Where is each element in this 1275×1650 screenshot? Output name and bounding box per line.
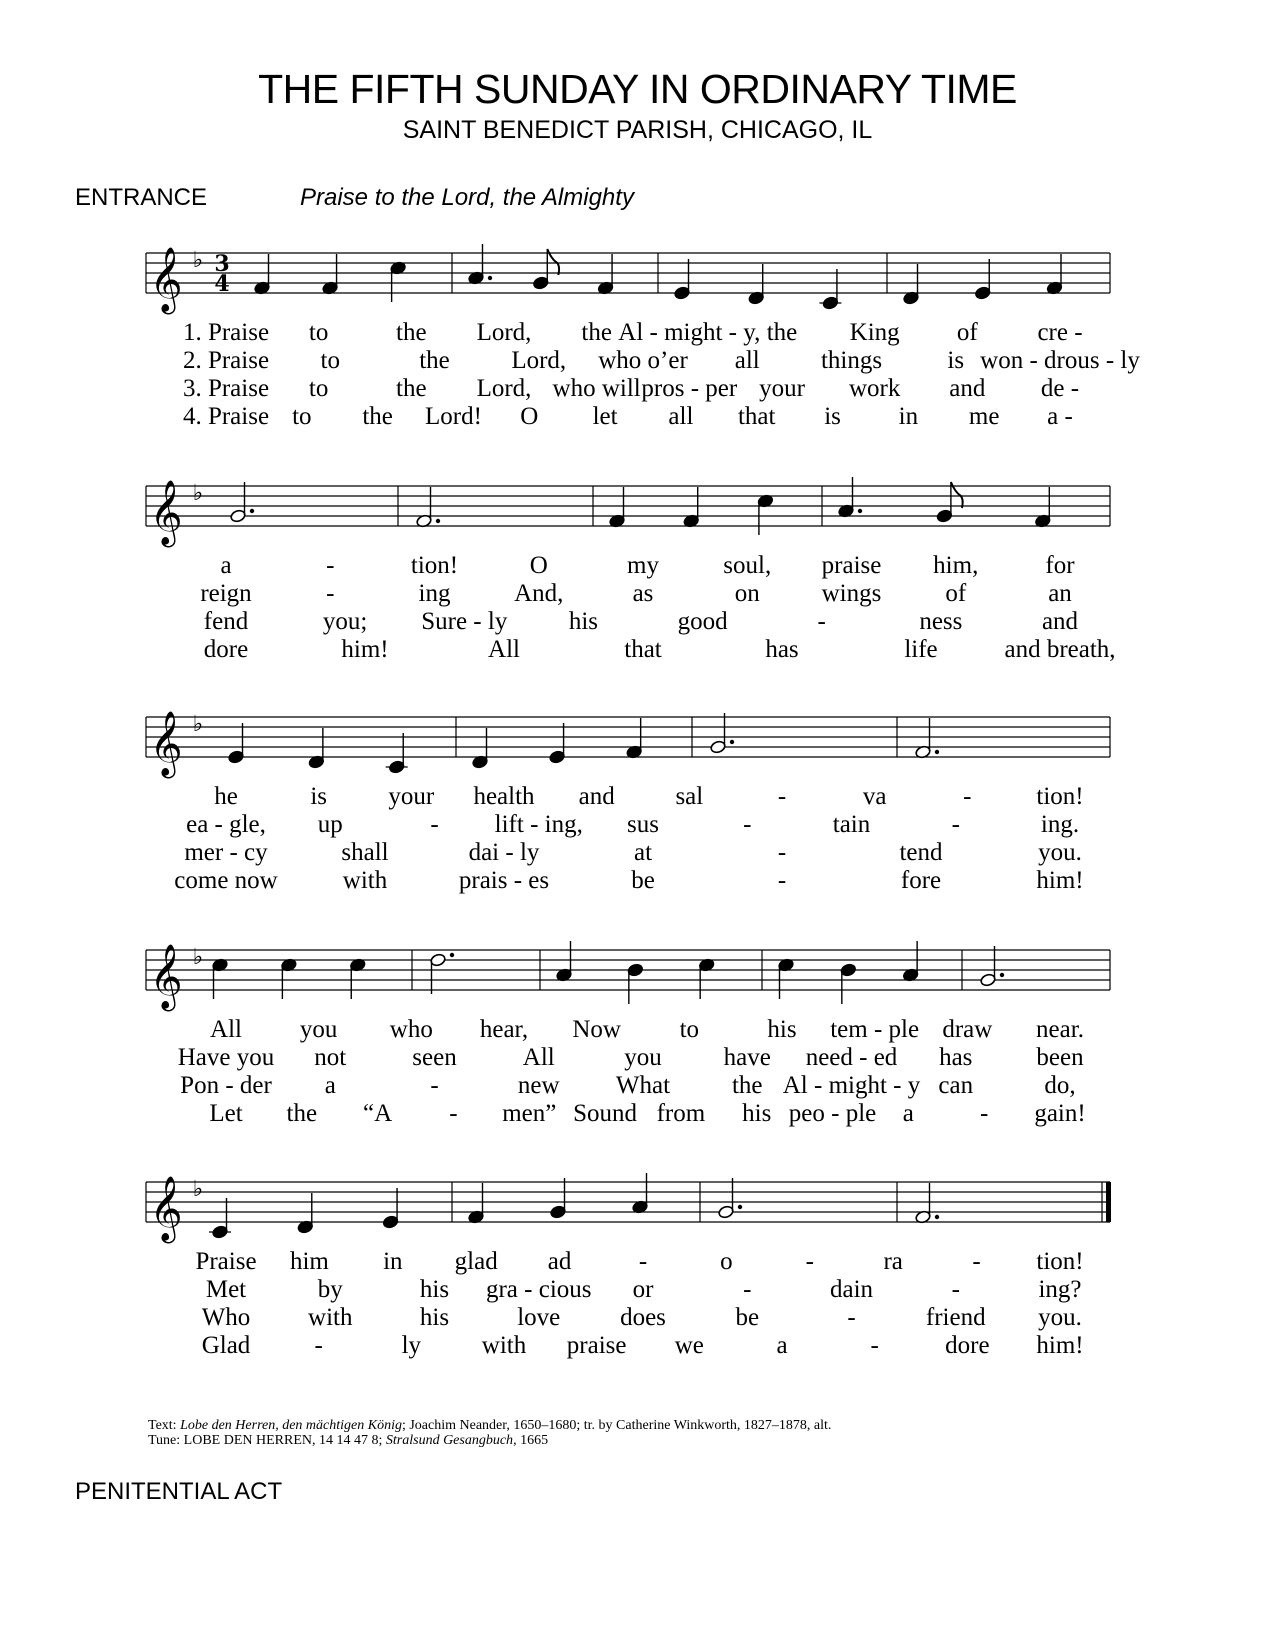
lyric-syllable: Who <box>201 1304 251 1331</box>
lyric-syllable: your <box>388 783 435 810</box>
lyric-syllable: tend <box>899 839 943 866</box>
lyric-syllable: has <box>939 1044 973 1071</box>
lyric-syllable: tion! <box>1036 783 1084 810</box>
lyric-syllable: - <box>314 1332 323 1359</box>
verse-line <box>0 1044 1275 1072</box>
lyric-syllable: and <box>578 783 615 810</box>
augmentation-dot <box>488 276 492 280</box>
tune-credit: Tune: LOBE DEN HERREN, 14 14 47 8; Stralsund Gesangbuch, 1665 <box>148 1433 549 1448</box>
lyric-syllable: and <box>1041 608 1079 635</box>
lyric-syllable: gra - cious <box>485 1276 592 1303</box>
treble-clef-icon: 𝄞 <box>149 480 183 545</box>
lyric-syllable: that <box>737 403 776 430</box>
lyric-syllable: O <box>529 552 548 579</box>
lyric-syllable: who o’er <box>598 347 688 374</box>
verse-line <box>0 1304 1275 1332</box>
lyric-syllable: - <box>743 811 752 838</box>
lyric-syllable: with <box>481 1332 527 1359</box>
lyric-syllable: you <box>624 1044 662 1071</box>
flat-icon: ♭ <box>192 481 204 506</box>
lyric-syllable: - <box>980 1100 989 1127</box>
lyric-syllable: sal <box>675 783 704 810</box>
lyric-syllable: 3. Praise <box>182 375 270 402</box>
lyric-syllable: hear, <box>479 1016 529 1043</box>
augmentation-dot <box>250 509 254 513</box>
lyric-syllable: shall <box>341 839 389 866</box>
lyric-syllable: ness <box>919 608 963 635</box>
lyric-syllable: Lord! <box>424 403 482 430</box>
lyric-syllable: glad <box>454 1248 498 1275</box>
lyric-syllable: mer - cy <box>184 839 268 866</box>
lyric-syllable: Lord, <box>511 347 567 374</box>
augmentation-dot <box>450 953 454 957</box>
lyric-syllable: tion! <box>410 552 459 579</box>
lyric-syllable: is <box>947 347 965 374</box>
lyric-syllable: who will <box>552 375 641 402</box>
lyric-syllable: does <box>620 1304 666 1331</box>
text-credit: Text: Lobe den Herren, den mächtigen König; Joachim Neander, 1650–1680; tr. by Catherine Winkworth, 1827–1878, alt. <box>148 1418 832 1433</box>
lyric-syllable: need - ed <box>805 1044 898 1071</box>
lyric-syllable: good <box>677 608 728 635</box>
lyric-syllable: tion! <box>1036 1248 1084 1275</box>
lyric-syllable: ea - gle, <box>186 811 266 838</box>
lyric-syllable: Al - might - y, <box>618 319 761 346</box>
lyric-syllable: is <box>310 783 327 810</box>
lyric-syllable: or <box>632 1276 654 1303</box>
lyric-syllable: Sound <box>573 1100 638 1127</box>
lyric-syllable: with <box>342 867 388 894</box>
lyric-syllable: gain! <box>1034 1100 1086 1127</box>
lyric-syllable: pros - per <box>641 375 738 402</box>
lyric-syllable: him! <box>1036 1332 1084 1359</box>
treble-clef-icon: 𝄞 <box>149 247 183 312</box>
lyric-syllable: Now <box>572 1016 621 1043</box>
lyric-syllable: be <box>735 1304 760 1331</box>
lyric-syllable: as <box>632 580 654 607</box>
lyric-syllable: all <box>668 403 694 430</box>
lyric-syllable: in <box>383 1248 403 1275</box>
lyric-syllable: not <box>314 1044 347 1071</box>
verse-line <box>0 811 1275 839</box>
lyric-syllable: his <box>742 1100 772 1127</box>
augmentation-dot <box>730 740 734 744</box>
lyric-syllable: - <box>777 839 787 866</box>
lyric-syllable: sus <box>627 811 659 838</box>
lyric-syllable: prais - es <box>458 867 550 894</box>
lyric-syllable: him, <box>933 552 979 579</box>
lyric-syllable: by <box>317 1276 343 1303</box>
lyric-syllable: a - <box>1047 403 1073 430</box>
lyric-syllable: have <box>723 1044 771 1071</box>
lyric-syllable: 4. Praise <box>182 403 270 430</box>
lyric-syllable: the <box>396 375 427 402</box>
lyric-syllable: Praise <box>195 1248 257 1275</box>
lyric-syllable: at <box>633 839 653 866</box>
verse-line <box>0 375 1275 403</box>
lyric-syllable: the <box>396 319 427 346</box>
lyric-syllable: near. <box>1036 1016 1084 1043</box>
lyric-syllable: ing? <box>1038 1276 1082 1303</box>
lyric-syllable: - <box>870 1332 879 1359</box>
lyric-syllable: 2. Praise <box>182 347 270 374</box>
lyric-syllable: va <box>862 783 887 810</box>
verse-line <box>0 1016 1275 1044</box>
verse-line <box>0 1100 1275 1128</box>
treble-clef-icon: 𝄞 <box>149 711 183 776</box>
lyric-syllable: Let <box>209 1100 243 1127</box>
flat-icon: ♭ <box>192 1177 204 1202</box>
lyric-syllable: Pon - der <box>180 1072 272 1099</box>
lyric-syllable: - <box>963 783 972 810</box>
lyric-syllable: - <box>972 1248 981 1275</box>
lyric-syllable: dai - ly <box>468 839 540 866</box>
lyric-syllable: he <box>214 783 238 810</box>
lyric-syllable: draw <box>942 1016 993 1043</box>
treble-clef-icon: 𝄞 <box>149 1176 183 1241</box>
lyric-syllable: a <box>902 1100 914 1127</box>
time-signature-top: 3 <box>214 251 230 277</box>
lyric-syllable: tain <box>832 811 871 838</box>
lyric-syllable: dain <box>829 1276 874 1303</box>
lyric-syllable: for <box>1045 552 1075 579</box>
lyric-syllable: a <box>324 1072 336 1099</box>
lyric-syllable: him <box>289 1248 329 1275</box>
lyric-syllable: - <box>638 1248 648 1275</box>
lyric-syllable: praise <box>566 1332 627 1359</box>
flat-icon: ♭ <box>192 248 204 273</box>
lyric-syllable: Sure - ly <box>421 608 508 635</box>
augmentation-dot <box>436 519 440 523</box>
lyric-syllable: the <box>731 1072 763 1099</box>
augmentation-dot <box>858 509 862 513</box>
verse-line <box>0 347 1275 375</box>
lyric-syllable: ra <box>883 1248 903 1275</box>
lyric-syllable: in <box>898 403 919 430</box>
lyric-syllable: o <box>720 1248 733 1275</box>
lyric-syllable: - <box>430 1072 439 1099</box>
verse-line <box>0 636 1275 664</box>
lyric-syllable: reign <box>200 580 252 607</box>
lyric-syllable: dore <box>945 1332 990 1359</box>
lyric-syllable: health <box>473 783 535 810</box>
lyric-syllable: love <box>517 1304 561 1331</box>
lyric-syllable: Lord, <box>476 375 532 402</box>
final-barline <box>1106 1182 1111 1222</box>
penitential-act-label: PENITENTIAL ACT <box>75 1478 283 1505</box>
lyric-syllable: - <box>951 811 960 838</box>
lyric-syllable: Glad <box>201 1332 251 1359</box>
lyric-syllable: fore <box>900 867 942 894</box>
time-signature-bottom: 4 <box>214 271 230 297</box>
lyric-syllable: your <box>759 375 805 402</box>
verse-line <box>0 319 1275 347</box>
verse-line <box>0 580 1275 608</box>
lyric-syllable: - <box>430 811 439 838</box>
lyric-syllable: 1. Praise <box>182 319 270 346</box>
lyric-syllable: the <box>419 347 450 374</box>
lyric-syllable: friend <box>925 1304 986 1331</box>
lyric-syllable: And, <box>514 580 564 607</box>
lyric-syllable: me <box>968 403 1000 430</box>
verse-line <box>0 552 1275 580</box>
lyric-syllable: my <box>627 552 659 579</box>
lyric-syllable: new <box>517 1072 560 1099</box>
lyric-syllable: - <box>847 1304 856 1331</box>
lyric-syllable: de - <box>1040 375 1080 402</box>
verse-line <box>0 867 1275 895</box>
augmentation-dot <box>935 1215 939 1219</box>
lyric-syllable: do, <box>1044 1072 1076 1099</box>
verse-line <box>0 403 1275 431</box>
lyric-syllable: all <box>734 347 760 374</box>
lyric-syllable: be <box>631 867 655 894</box>
augmentation-dot <box>935 750 939 754</box>
lyric-syllable: All <box>522 1044 555 1071</box>
lyric-syllable: you; <box>322 608 368 635</box>
lyric-syllable: Met <box>205 1276 247 1303</box>
lyric-syllable: won - drous - ly <box>980 347 1140 374</box>
lyric-syllable: All <box>210 1016 242 1043</box>
page-title: THE FIFTH SUNDAY IN ORDINARY TIME <box>258 66 1017 112</box>
hymn-credits <box>148 1418 831 1448</box>
lyric-syllable: peo - ple <box>788 1100 877 1127</box>
augmentation-dot <box>738 1205 742 1209</box>
lyric-syllable: - <box>326 580 335 607</box>
augmentation-dot <box>1000 973 1004 977</box>
lyric-syllable: an <box>1048 580 1072 607</box>
lyric-syllable: things <box>820 347 883 374</box>
lyric-syllable: been <box>1036 1044 1084 1071</box>
lyric-syllable: work <box>848 375 901 402</box>
lyric-syllable: to <box>308 319 329 346</box>
lyric-syllable: King <box>849 319 900 346</box>
lyric-syllable: a <box>220 552 232 579</box>
flat-icon: ♭ <box>192 945 204 970</box>
hymn-title: Praise to the Lord, the Almighty <box>300 184 634 211</box>
lyric-syllable: O <box>520 403 539 430</box>
lyric-syllable: the <box>286 1100 318 1127</box>
lyric-syllable: let <box>592 403 618 430</box>
lyric-syllable: who <box>389 1016 433 1043</box>
lyric-syllable: tem - ple <box>830 1016 920 1043</box>
flat-icon: ♭ <box>192 712 204 737</box>
lyric-syllable: ing. <box>1040 811 1080 838</box>
lyric-syllable: you. <box>1038 839 1082 866</box>
lyric-syllable: and <box>949 375 986 402</box>
lyric-syllable: to <box>320 347 340 374</box>
lyric-syllable: we <box>674 1332 704 1359</box>
lyric-syllable: - <box>817 608 826 635</box>
lyric-syllable: the <box>766 319 798 346</box>
verse-line <box>0 608 1275 636</box>
lyric-syllable: life <box>904 636 938 663</box>
lyric-syllable: cre - <box>1037 319 1083 346</box>
lyric-syllable: All <box>488 636 520 663</box>
lyric-syllable: - <box>743 1276 752 1303</box>
lyric-syllable: - <box>805 1248 814 1275</box>
lyric-syllable: you. <box>1038 1304 1082 1331</box>
lyric-syllable: of <box>956 319 978 346</box>
lyric-syllable: to <box>292 403 312 430</box>
lyric-syllable: - <box>326 552 335 579</box>
entrance-label: ENTRANCE <box>75 184 208 211</box>
lyric-syllable: seen <box>412 1044 457 1071</box>
lyric-syllable: - <box>777 783 787 810</box>
lyric-syllable: his <box>419 1304 450 1331</box>
lyric-syllable: soul, <box>723 552 772 579</box>
lyric-syllable: can <box>938 1072 974 1099</box>
lyric-syllable: the <box>362 403 393 430</box>
lyric-syllable: “A <box>363 1100 393 1127</box>
lyric-syllable: him! <box>1036 867 1084 894</box>
lyric-syllable: and breath, <box>1004 636 1116 663</box>
lyric-syllable: ad <box>547 1248 572 1275</box>
lyric-syllable: - <box>777 867 787 894</box>
lyric-syllable: of <box>945 580 967 607</box>
lyric-syllable: lift - ing, <box>494 811 583 838</box>
verse-line <box>0 1072 1275 1100</box>
lyric-syllable: has <box>765 636 799 663</box>
lyric-syllable: to <box>679 1016 700 1043</box>
lyric-syllable: him! <box>341 636 389 663</box>
lyric-syllable: - <box>449 1100 458 1127</box>
lyric-syllable: that <box>624 636 662 663</box>
lyric-syllable: up <box>317 811 343 838</box>
lyric-syllable: What <box>615 1072 671 1099</box>
lyric-syllable: men” <box>502 1100 557 1127</box>
lyric-syllable: to <box>308 375 329 402</box>
lyric-syllable: ly <box>401 1332 422 1359</box>
lyric-syllable: ing <box>418 580 451 607</box>
lyric-syllable: fend <box>203 608 249 635</box>
lyric-syllable: dore <box>203 636 249 663</box>
lyric-syllable: praise <box>821 552 882 579</box>
lyric-syllable: his <box>767 1016 797 1043</box>
lyric-syllable: from <box>656 1100 706 1127</box>
lyric-syllable: a <box>776 1332 788 1359</box>
lyric-syllable: his <box>419 1276 450 1303</box>
lyric-syllable: the <box>581 319 612 346</box>
lyric-syllable: on <box>734 580 760 607</box>
lyric-syllable: his <box>568 608 599 635</box>
verse-line <box>0 1332 1275 1360</box>
lyric-syllable: come now <box>174 867 278 894</box>
lyric-syllable: is <box>824 403 841 430</box>
lyric-syllable: Lord, <box>476 319 532 346</box>
lyric-syllable: wings <box>821 580 882 607</box>
treble-clef-icon: 𝄞 <box>149 944 183 1009</box>
verse-line <box>0 783 1275 811</box>
lyric-syllable: Al - might - y <box>782 1072 921 1099</box>
page-subtitle: SAINT BENEDICT PARISH, CHICAGO, IL <box>402 116 873 144</box>
verse-line <box>0 1248 1275 1276</box>
lyric-syllable: Have you <box>177 1044 275 1071</box>
verse-line <box>0 839 1275 867</box>
lyric-syllable: with <box>308 1304 353 1331</box>
lyric-syllable: you <box>299 1016 338 1043</box>
verse-line <box>0 1276 1275 1304</box>
lyric-syllable: - <box>951 1276 960 1303</box>
